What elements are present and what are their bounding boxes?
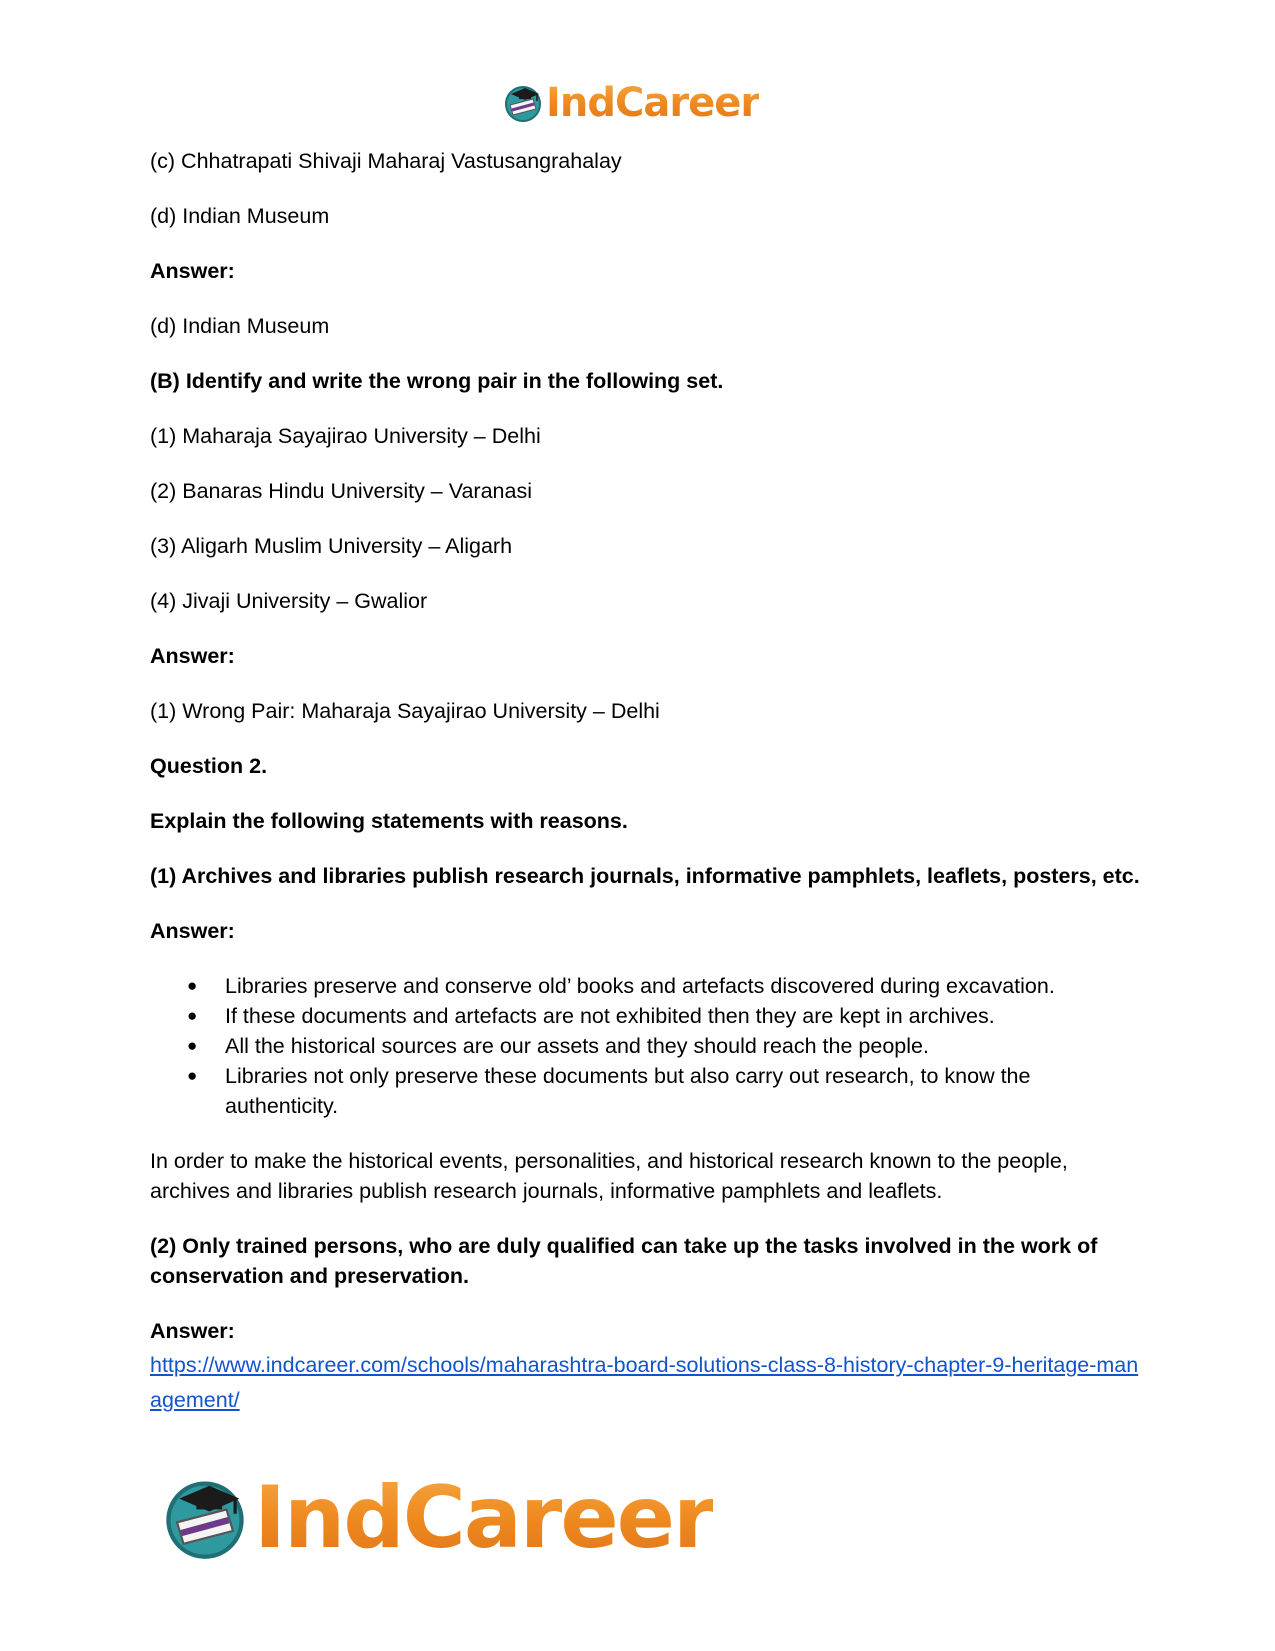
bullet-item: ● Libraries not only preserve these documents but also carry out research, to know the authenticity. <box>225 1061 1140 1121</box>
question-instruction: Explain the following statements with reasons. <box>150 809 628 833</box>
statement-heading: (2) Only trained persons, who are duly qualified can take up the tasks involved in the work of conservation and preservation. <box>150 1234 1098 1288</box>
source-link[interactable]: https://www.indcareer.com/schools/maharashtra-board-solutions-class-8-history-chapter-9-heritage-management/ <box>150 1353 1139 1412</box>
option-c: (c) Chhatrapati Shivaji Maharaj Vastusangrahalay <box>150 149 622 173</box>
answer-bullet-list <box>150 971 1140 1121</box>
answer-text: (d) Indian Museum <box>150 314 330 338</box>
option-d: (d) Indian Museum <box>150 204 330 228</box>
graduation-globe-icon <box>162 1475 248 1561</box>
statement-heading: (1) Archives and libraries publish research journals, informative pamphlets, leaflets, posters, etc. <box>150 864 1140 888</box>
conclusion-paragraph: In order to make the historical events, personalities, and historical research known to the people, archives and libraries publish research journals, informative pamphlets and leaflets. <box>150 1149 1068 1203</box>
bullet-item: ● Libraries preserve and conserve old’ books and artefacts discovered during excavation. <box>225 971 1140 1001</box>
answer-label: Answer: <box>150 644 235 668</box>
section-b-heading: (B) Identify and write the wrong pair in the following set. <box>150 369 724 393</box>
pair-item: (3) Aligarh Muslim University – Aligarh <box>150 534 513 558</box>
pair-item: (4) Jivaji University – Gwalior <box>150 589 428 613</box>
indcareer-logo-footer <box>162 1468 713 1568</box>
question-heading: Question 2. <box>150 754 268 778</box>
pair-item: (2) Banaras Hindu University – Varanasi <box>150 479 532 503</box>
pair-item: (1) Maharaja Sayajirao University – Delhi <box>150 424 541 448</box>
answer-label: Answer: <box>150 919 235 943</box>
document-body <box>150 146 1140 1418</box>
answer-label: Answer: <box>150 259 235 283</box>
bullet-item: ● If these documents and artefacts are not exhibited then they are kept in archives. <box>225 1001 1140 1031</box>
answer-text: (1) Wrong Pair: Maharaja Sayajirao University – Delhi <box>150 699 660 723</box>
graduation-globe-icon <box>503 83 543 123</box>
logo-wordmark: IndCareer <box>254 1468 714 1568</box>
answer-with-link <box>150 1316 1140 1418</box>
indcareer-logo-header <box>503 80 759 126</box>
bullet-item: ● All the historical sources are our assets and they should reach the people. <box>225 1031 1140 1061</box>
logo-wordmark: IndCareer <box>546 80 760 126</box>
answer-label: Answer: <box>150 1319 235 1343</box>
